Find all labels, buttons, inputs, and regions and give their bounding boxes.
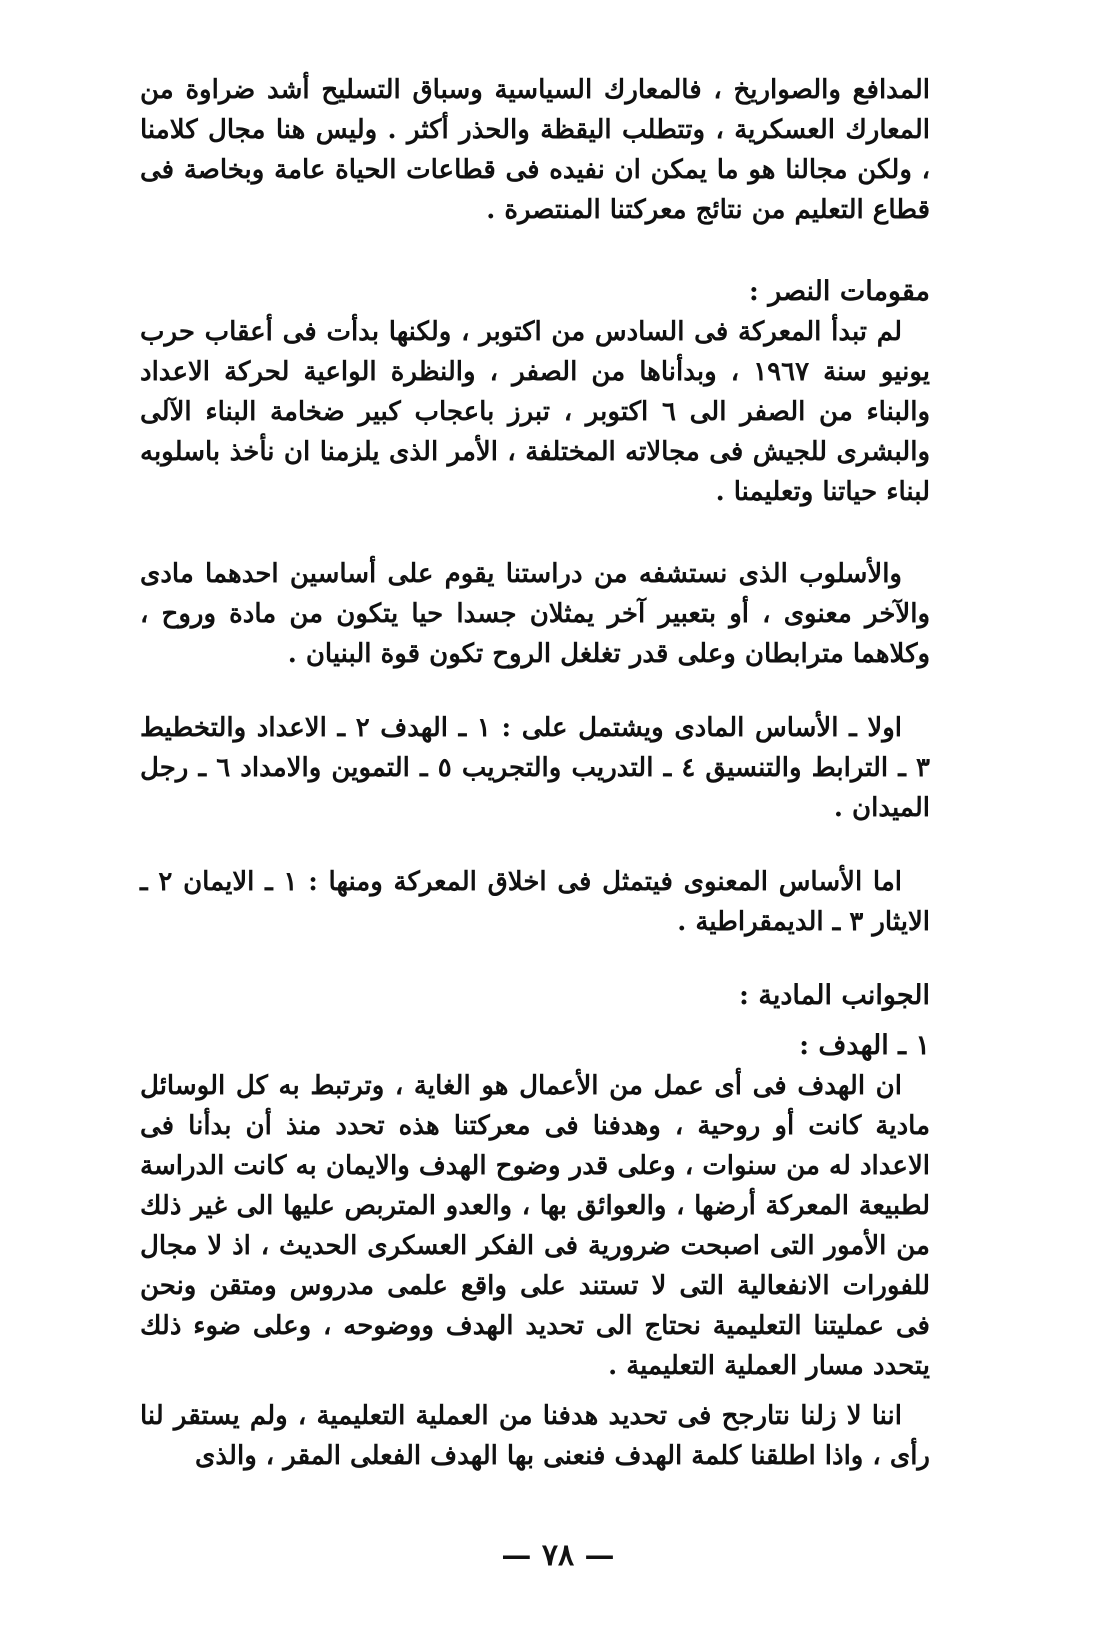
paragraph-goal-uncertainty: اننا لا زلنا نتارجح فى تحديد هدفنا من العملية التعليمية ، ولم يستقر لنا رأى ، واذا اطلقنا كلمة الهدف فنعنى بها الهدف الفعلى المقر ، والذى bbox=[140, 1401, 930, 1471]
document-page bbox=[140, 70, 930, 1476]
paragraph-battle-began: لم تبدأ المعركة فى السادس من اكتوبر ، ولكنها بدأت فى أعقاب حرب يونيو سنة ١٩٦٧ ، وبدأناها من الصفر ، والنظرة الواعية لحركة الاعداد والبناء من الصفر الى ٦ اكتوبر ، تبرز باعجاب كبير ضخامة البناء الآلى والبشرى للجيش فى مجالاته المختلفة ، الأمر الذى يلزمنا ان نأخذ باسلوبه لبناء حياتنا وتعليمنا . bbox=[140, 317, 930, 507]
paragraph-two-foundations: والأسلوب الذى نستشفه من دراستنا يقوم على أساسين احدهما مادى والآخر معنوى ، أو بتعبير آخر يمثلان جسدا حيا يتكون من مادة وروح ، وكلاهما مترابطان وعلى قدر تغلغل الروح تكون قوة البنيان . bbox=[140, 559, 930, 669]
page-number: — ٧٨ — bbox=[501, 1538, 615, 1573]
heading-victory-elements: مقومات النصر : bbox=[748, 276, 930, 307]
heading-goal: ١ ـ الهدف : bbox=[799, 1030, 930, 1061]
paragraph-goal-definition: ان الهدف فى أى عمل من الأعمال هو الغاية ، وترتبط به كل الوسائل مادية كانت أو روحية ، وهدفنا فى معركتنا هذه تحدد منذ أن بدأنا فى الاعداد له من سنوات ، وعلى قدر وضوح الهدف والايمان به كانت الدراسة لطبيعة المعركة أرضها ، والعوائق بها ، والعدو المتربص عليها الى غير ذلك من الأمور التى اصبحت ضرورية فى الفكر العسكرى الحديث ، اذ لا مجال للفورات الانفعالية التى لا تستند على واقع علمى مدروس ومتقن ونحن فى عمليتنا التعليمية نحتاج الى تحديد الهدف ووضوحه ، وعلى ضوء ذلك يتحدد مسار العملية التعليمية . bbox=[140, 1071, 930, 1381]
paragraph-moral-foundation: اما الأساس المعنوى فيتمثل فى اخلاق المعركة ومنها : ١ ـ الايمان ٢ ـ الايثار ٣ ـ الديمقراطية . bbox=[140, 867, 930, 937]
paragraph-material-foundation: اولا ـ الأساس المادى ويشتمل على : ١ ـ الهدف ٢ ـ الاعداد والتخطيط ٣ ـ الترابط والتنسيق ٤ ـ التدريب والتجريب ٥ ـ التموين والامداد ٦ ـ رجل الميدان . bbox=[140, 713, 931, 823]
paragraph-weapons-race: المدافع والصواريخ ، فالمعارك السياسية وسباق التسليح أشد ضراوة من المعارك العسكرية ، وتتطلب اليقظة والحذر أكثر . وليس هنا مجال كلامنا ، ولكن مجالنا هو ما يمكن ان نفيده فى قطاعات الحياة عامة وبخاصة فى قطاع التعليم من نتائج معركتنا المنتصرة . bbox=[140, 75, 930, 225]
heading-material-aspects: الجوانب المادية : bbox=[739, 980, 930, 1011]
